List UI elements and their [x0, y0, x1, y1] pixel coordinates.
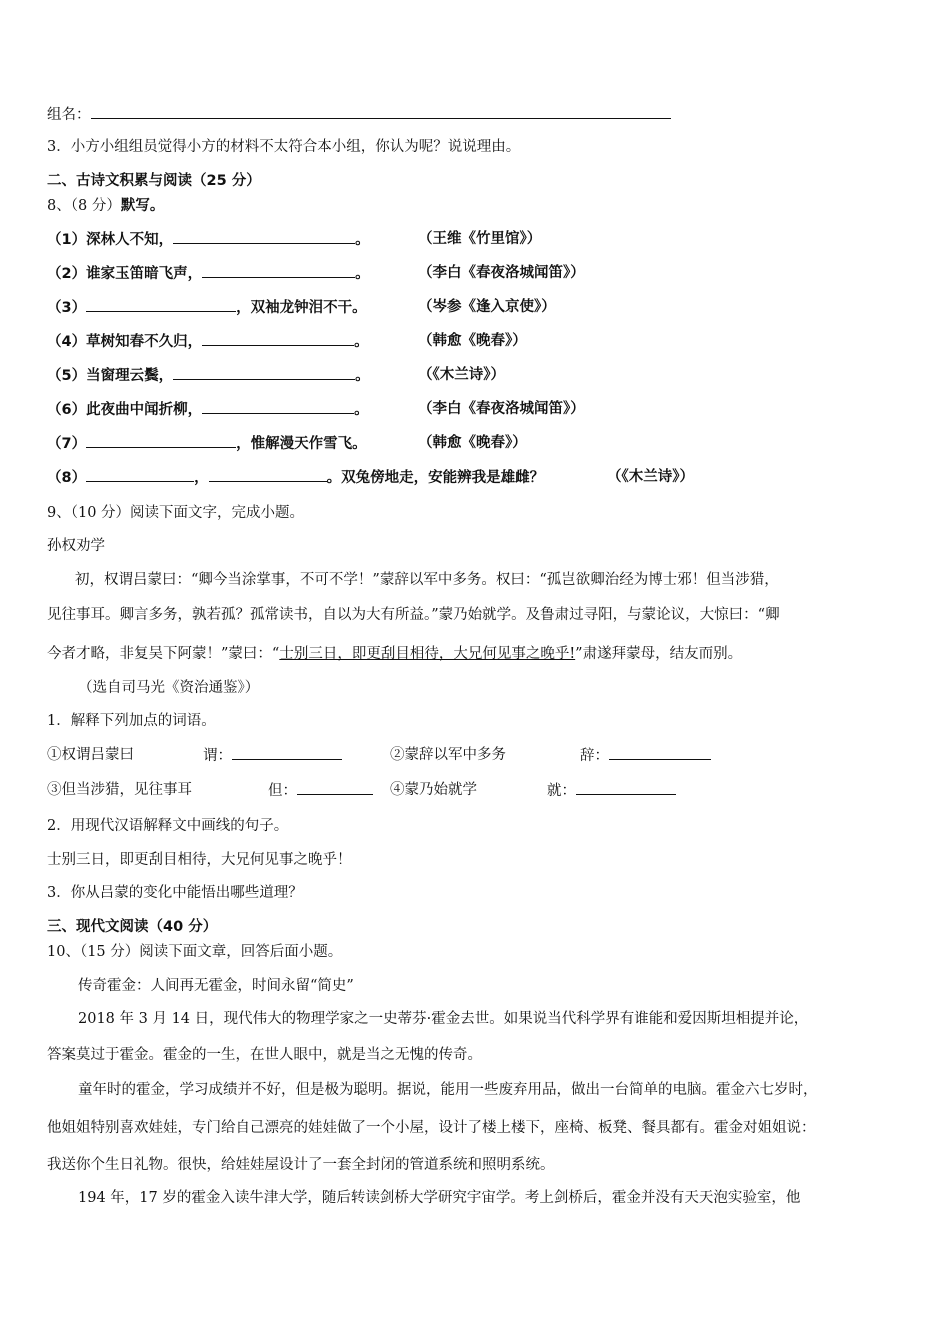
dictation-item-8 [47, 467, 544, 488]
passage-line-3 [47, 644, 742, 664]
article-line-4: 他姐姐特别喜欢娃娃，专门给自己漂亮的娃娃做了一个小屋，设计了楼上楼下，座椅、板凳、餐具都有。霍金对姐姐说： [47, 1120, 816, 1136]
answer-blank[interactable] [232, 745, 342, 760]
dictation-source-4: （韩愈《晚春》） [418, 333, 527, 349]
item-number: （2） [47, 266, 87, 282]
item-suffix: 。 [355, 368, 370, 384]
answer-blank[interactable] [576, 780, 676, 795]
dictation-source-1: （王维《竹里馆》） [418, 231, 542, 247]
sub-question-2: 2．用现代汉语解释文中画线的句子。 [47, 818, 289, 834]
answer-blank[interactable] [86, 433, 236, 448]
word-answer-4 [547, 780, 676, 801]
sub-question-1: 1．解释下列加点的词语。 [47, 713, 216, 729]
article-title: 传奇霍金：人间再无霍金，时间永留“简史” [78, 978, 354, 994]
passage-text: ”肃遂拜蒙母，结友而别。 [575, 646, 743, 662]
word-key: 谓： [203, 748, 232, 764]
dictation-source-7: （韩愈《晚春》） [418, 435, 527, 451]
underlined-sentence: 士别三日，即更刮目相待，大兄何见事之晚乎! [279, 646, 576, 662]
answer-blank-1[interactable] [86, 467, 194, 482]
passage-title: 孙权劝学 [47, 538, 105, 554]
dictation-item-5 [47, 365, 370, 386]
passage-line-2: 见往事耳。卿言多务，孰若孤？孤常读书，自以为大有所益。”蒙乃始就学。及鲁肃过寻阳，与蒙论议，大惊曰：“卿 [47, 607, 780, 623]
item-prefix: 谁家玉笛暗飞声， [86, 266, 203, 282]
dictation-item-3 [47, 297, 367, 318]
question-10-heading: 10、（15 分）阅读下面文章，回答后面小题。 [47, 944, 343, 960]
q8-score: （8 分） [70, 198, 121, 214]
group-name-label: 组名： [47, 107, 91, 123]
item-number: （4） [47, 334, 87, 350]
word-item-1: ①权谓吕蒙曰 [47, 747, 134, 763]
item-prefix: 当窗理云鬓， [86, 368, 174, 384]
dictation-item-2 [47, 263, 370, 284]
answer-blank[interactable] [86, 297, 236, 312]
sub-question-3: 3．你从吕蒙的变化中能悟出哪些道理？ [47, 885, 303, 901]
item-prefix: 草树知春不久归， [86, 334, 203, 350]
q8-task: 默写。 [120, 198, 165, 214]
word-key: 辞： [580, 748, 609, 764]
item-prefix: 此夜曲中闻折柳， [86, 402, 203, 418]
item-prefix: 深林人不知， [86, 232, 174, 248]
item-suffix: 。 [355, 266, 370, 282]
dictation-item-1 [47, 229, 370, 250]
item-number: （5） [47, 368, 87, 384]
word-answer-3 [268, 780, 373, 801]
word-answer-2 [580, 745, 711, 766]
dictation-source-6: （李白《春夜洛城闻笛》） [418, 401, 585, 417]
answer-blank[interactable] [202, 331, 354, 346]
question-8-heading [47, 196, 164, 216]
item-suffix: ，惟解漫天作雪飞。 [236, 436, 367, 452]
word-item-3: ③但当涉猎，见往事耳 [47, 782, 192, 798]
article-line-2: 答案莫过于霍金。霍金的一生，在世人眼中，就是当之无愧的传奇。 [47, 1047, 482, 1063]
article-line-5: 我送你个生日礼物。很快，给娃娃屋设计了一套全封闭的管道系统和照明系统。 [47, 1157, 555, 1173]
passage-text: 今者才略，非复吴下阿蒙！”蒙曰：“ [47, 646, 280, 662]
item-suffix: 。 [355, 232, 370, 248]
q8-number: 8、 [47, 198, 71, 214]
answer-blank[interactable] [202, 399, 354, 414]
item-suffix: ，双袖龙钟泪不干。 [236, 300, 367, 316]
dictation-source-3: （岑参《逢入京使》） [418, 299, 556, 315]
article-line-3: 童年时的霍金，学习成绩并不好，但是极为聪明。据说，能用一些废弃用品，做出一台简单的电脑。霍金六七岁时， [78, 1082, 818, 1098]
answer-blank[interactable] [609, 745, 711, 760]
item-number: （6） [47, 402, 87, 418]
item-suffix: 。 [354, 334, 369, 350]
dictation-source-8: （《木兰诗》） [607, 469, 694, 485]
passage-line-1: 初，权谓吕蒙曰：“卿今当涂掌事，不可不学！”蒙辞以军中多务。权曰：“孤岂欲卿治经为博士邪！但当涉猎， [75, 572, 779, 588]
passage-source: （选自司马光《资治通鉴》） [78, 680, 260, 696]
item-number: （7） [47, 436, 87, 452]
word-item-2: ②蒙辞以军中多务 [390, 747, 506, 763]
item-suffix: 。双兔傍地走，安能辨我是雄雌？ [326, 470, 545, 486]
answer-blank[interactable] [202, 263, 355, 278]
answer-blank[interactable] [297, 780, 373, 795]
dictation-item-7 [47, 433, 367, 454]
item-mid: ， [194, 470, 209, 486]
item-suffix: 。 [354, 402, 369, 418]
word-key: 就： [547, 783, 576, 799]
word-key: 但： [268, 783, 297, 799]
section-3-heading: 三、现代文阅读（40 分） [47, 919, 218, 935]
dictation-source-2: （李白《春夜洛城闻笛》） [418, 265, 585, 281]
dictation-item-4 [47, 331, 369, 352]
question-3: 3．小方小组组员觉得小方的材料不太符合本小组，你认为呢？说说理由。 [47, 139, 521, 155]
article-line-6: 194 年，17 岁的霍金入读牛津大学，随后转读剑桥大学研究宇宙学。考上剑桥后，霍金并没有天天泡实验室，他 [78, 1190, 801, 1206]
dictation-item-6 [47, 399, 369, 420]
word-item-4: ④蒙乃始就学 [390, 782, 477, 798]
group-name-blank[interactable] [91, 104, 671, 119]
group-name-line [47, 104, 671, 125]
sub-question-2-sentence: 士别三日，即更刮目相待，大兄何见事之晚乎！ [47, 852, 352, 868]
word-answer-1 [203, 745, 342, 766]
dictation-source-5: （《木兰诗》） [418, 367, 505, 383]
item-number: （3） [47, 300, 87, 316]
article-line-1: 2018 年 3 月 14 日，现代伟大的物理学家之一史蒂芬·霍金去世。如果说当代科学界有谁能和爱因斯坦相提并论， [78, 1011, 809, 1027]
question-9-heading: 9、（10 分）阅读下面文字，完成小题。 [47, 505, 305, 521]
section-2-heading: 二、古诗文积累与阅读（25 分） [47, 173, 261, 189]
item-number: （1） [47, 232, 87, 248]
answer-blank-2[interactable] [209, 467, 327, 482]
answer-blank[interactable] [173, 229, 355, 244]
answer-blank[interactable] [173, 365, 355, 380]
item-number: （8） [47, 470, 87, 486]
